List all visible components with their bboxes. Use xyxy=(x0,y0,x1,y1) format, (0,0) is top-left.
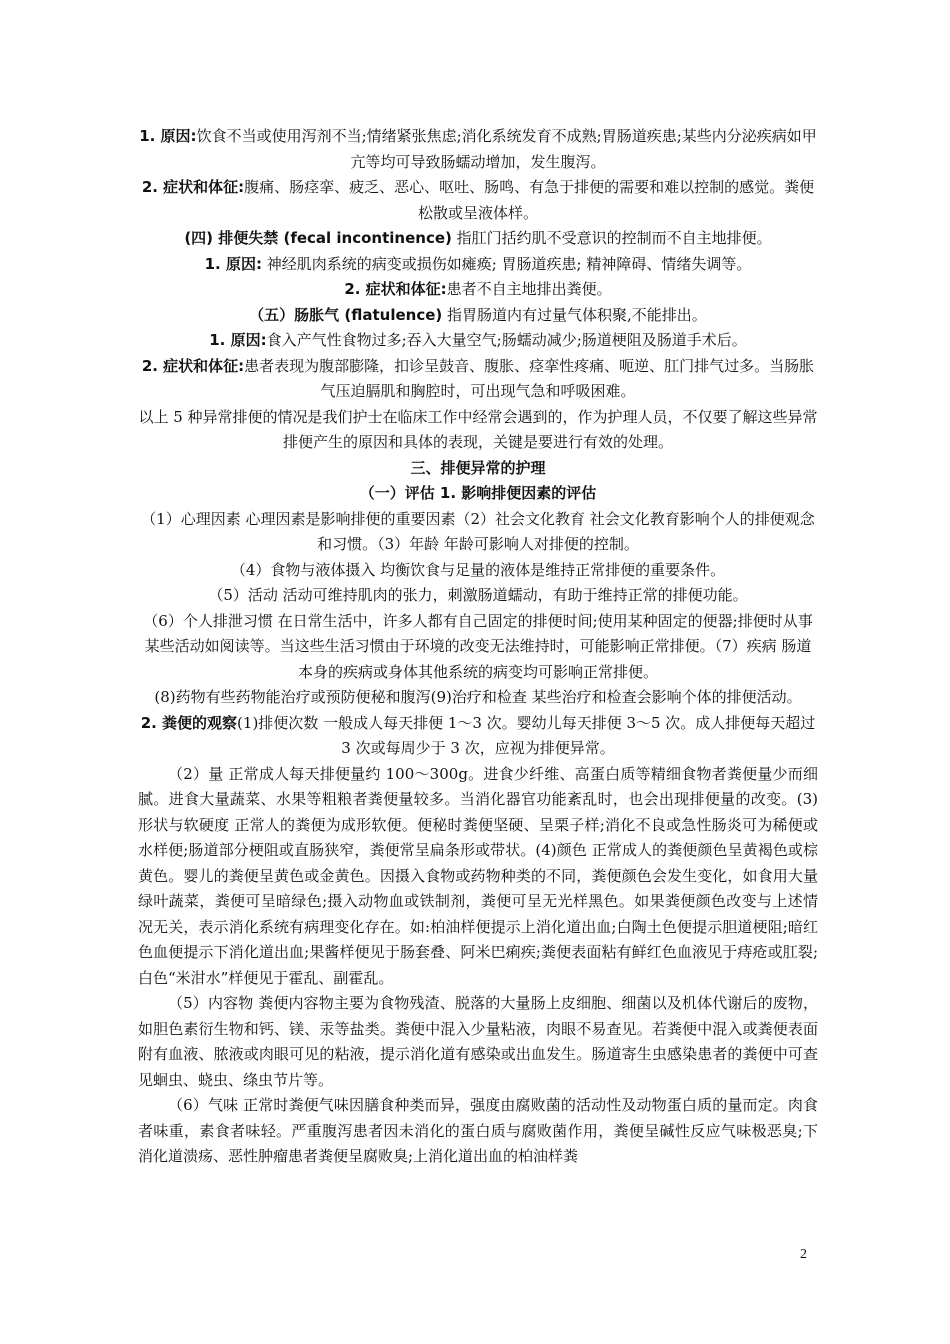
paragraph xyxy=(138,175,818,226)
para-text: （4）食物与液体摄入 均衡饮食与足量的液体是维持正常排便的重要条件。 xyxy=(230,560,726,579)
paragraph xyxy=(138,711,818,762)
para-text: (8)药物有些药物能治疗或预防便秘和腹泻(9)治疗和检查 某些治疗和检查会影响个体的排便活动。 xyxy=(154,688,802,706)
para-lead: 2. 症状和体征: xyxy=(344,280,447,298)
paragraph xyxy=(138,1093,818,1170)
para-text: （6）个人排泄习惯 在日常生活中，许多人都有自己固定的排便时间;使用某种固定的便器;排便时从事某些活动如阅读等。当这些生活习惯由于环境的改变无法维持时，可能影响正常排便。（7）疾病 肠道本身的疾病或身体其他系统的病变均可影响正常排便。 xyxy=(143,611,813,681)
paragraph xyxy=(138,124,818,175)
paragraph xyxy=(138,252,818,278)
page-number: 2 xyxy=(800,1247,807,1262)
para-lead: 1. 原因: xyxy=(139,127,197,145)
paragraph xyxy=(138,558,818,584)
para-text: 指肛门括约肌不受意识的控制而不自主地排便。 xyxy=(451,229,772,247)
paragraph xyxy=(138,303,818,329)
para-text: （5）活动 活动可维持肌肉的张力，刺激肠道蠕动，有助于维持正常的排便功能。 xyxy=(208,586,748,604)
para-text: 食入产气性食物过多;吞入大量空气;肠蠕动减少;肠道梗阻及肠道手术后。 xyxy=(266,331,747,349)
para-text: (1)排便次数 一般成人每天排便 1～3 次。婴幼儿每天排便 3～5 次。成人排便每天超过 3 次或每周少于 3 次，应视为排便异常。 xyxy=(237,713,816,757)
paragraph xyxy=(138,685,818,711)
paragraph xyxy=(138,991,818,1093)
para-text: 患者表现为腹部膨隆，扣诊呈鼓音、腹胀、痉挛性疼痛、呃逆、肛门排气过多。当肠胀气压迫膈肌和胸腔时，可出现气急和呼吸困难。 xyxy=(244,356,815,400)
para-text: （2）量 正常成人每天排便量约 100～300g。进食少纤维、高蛋白质等精细食物者粪便量少而细腻。进食大量蔬菜、水果等粗粮者粪便量较多。当消化器官功能紊乱时，也会出现排便量的改变。(3)形状与软硬度 正常人的粪便为成形软便。便秘时粪便坚硬、呈栗子样;消化不良或急性肠炎可为稀便或水样便;肠道部分梗阻或直肠狭窄，粪便常呈扁条形或带状。(4)颜色 正常成人的粪便颜色呈黄褐色或棕黄色。婴儿的粪便呈黄色或金黄色。因摄入食物或药物种类的不同，粪便颜色会发生变化，如食用大量绿叶蔬菜，粪便可呈暗绿色;摄入动物血或铁制剂，粪便可呈无光样黑色。如果粪便颜色改变与上述情况无关，表示消化系统有病理变化存在。如:柏油样便提示上消化道出血;白陶土色便提示胆道梗阻;暗红色血便提示下消化道出血;果酱样便见于肠套叠、阿米巴痢疾;粪便表面粘有鲜红色血液见于痔疮或肛裂;白色“米泔水”样便见于霍乱、副霍乱。 xyxy=(138,764,818,987)
para-lead: 1. 原因: xyxy=(204,254,262,273)
para-text: 腹痛、肠痉挛、疲乏、恶心、呕吐、肠鸣、有急于排便的需要和难以控制的感觉。粪便松散或呈液体样。 xyxy=(244,178,815,222)
para-text: （1）心理因素 心理因素是影响排便的重要因素（2）社会文化教育 社会文化教育影响个人的排便观念和习惯。（3）年龄 年龄可影响人对排便的控制。 xyxy=(141,509,815,553)
para-lead: 2. 症状和体征: xyxy=(141,356,245,375)
para-lead: (四) 排便失禁 (fecal incontinence) xyxy=(184,229,452,247)
paragraph xyxy=(138,762,818,992)
paragraph xyxy=(138,609,818,686)
paragraph xyxy=(138,328,818,354)
paragraph xyxy=(138,405,818,456)
para-lead: （五）肠胀气 (flatulence) xyxy=(249,305,443,324)
para-text: 患者不自主地排出粪便。 xyxy=(446,280,612,298)
subsection-heading xyxy=(138,481,818,507)
para-text: 指胃肠道内有过量气体积聚,不能排出。 xyxy=(442,305,707,324)
heading-text: （一）评估 1. 影响排便因素的评估 xyxy=(359,484,597,502)
para-text: 饮食不当或使用泻剂不当;情绪紧张焦虑;消化系统发育不成熟;胃肠道疾患;某些内分泌疾病如甲亢等均可导致肠蠕动增加，发生腹泻。 xyxy=(196,127,817,171)
para-text: 神经肌肉系统的病变或损伤如瘫痪; 胃肠道疾患; 精神障碍、情绪失调等。 xyxy=(261,254,752,273)
para-lead: 2. 症状和体征: xyxy=(141,178,245,196)
page-body xyxy=(138,124,818,1170)
paragraph xyxy=(138,507,818,558)
para-text: 以上 5 种异常排便的情况是我们护士在临床工作中经常会遇到的，作为护理人员，不仅要了解这些异常排便产生的原因和具体的表现，关键是要进行有效的处理。 xyxy=(138,407,818,451)
heading-text: 三、排便异常的护理 xyxy=(410,458,546,477)
paragraph xyxy=(138,277,818,303)
para-text: （6）气味 正常时粪便气味因膳食种类而异，强度由腐败菌的活动性及动物蛋白质的量而定。肉食者味重，素食者味轻。严重腹泻患者因未消化的蛋白质与腐败菌作用，粪便呈碱性反应气味极恶臭;下消化道溃疡、恶性肿瘤患者粪便呈腐败臭;上消化道出血的柏油样粪 xyxy=(138,1096,818,1165)
section-heading xyxy=(138,456,818,482)
para-lead: 2. 粪便的观察 xyxy=(140,713,238,732)
paragraph xyxy=(138,354,818,405)
paragraph xyxy=(138,583,818,609)
para-lead: 1. 原因: xyxy=(209,331,267,349)
para-text: （5）内容物 粪便内容物主要为食物残渣、脱落的大量肠上皮细胞、细菌以及机体代谢后的废物，如胆色素衍生物和钙、镁、汞等盐类。粪便中混入少量粘液，肉眼不易查见。若粪便中混入或粪便表面附有血液、脓液或肉眼可见的粘液，提示消化道有感染或出血发生。肠道寄生虫感染患者的粪便中可查见蛔虫、蛲虫、绦虫节片等。 xyxy=(138,994,818,1089)
paragraph xyxy=(138,226,818,252)
